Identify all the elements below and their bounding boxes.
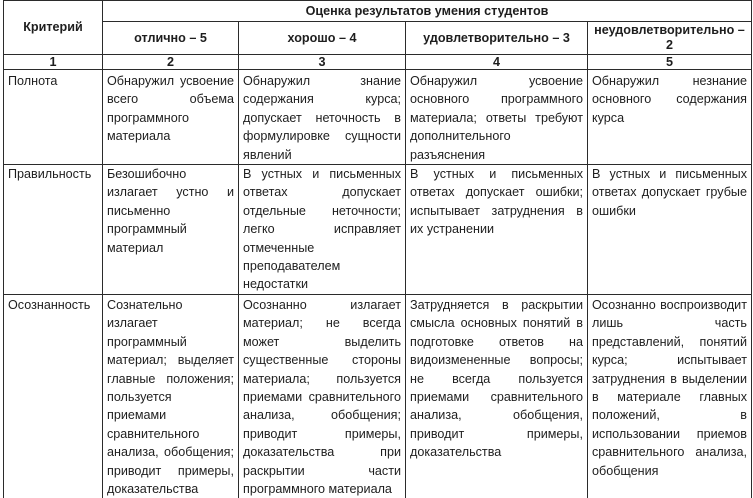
table-cell: Обнаружил усвоение основного программного материала; ответы требуют дополнительного разъяснения [406, 70, 588, 165]
table-cell: В устных и письменных ответах допускает ошибки; испытывает затруднения в их устранении [406, 165, 588, 295]
table-cell: Обнаружил незнание основного содержания курса [588, 70, 752, 165]
page [3, 0, 751, 496]
column-number: 5 [588, 55, 752, 70]
criterion-cell: Осознанность [4, 294, 103, 498]
header-grade-unsatisfactory: неудовлетворительно – 2 [588, 22, 752, 55]
assessment-table [3, 0, 752, 498]
header-criterion: Критерий [4, 1, 103, 55]
table-cell: Обнаружил знание содержания курса; допускает неточность в формулировке сущности явлений [239, 70, 406, 165]
table-cell: Осознанно воспроизводит лишь часть представлений, понятий курса; испытывает затруднения в выделении в материале главных положений, в использовании приемов сравнительного анализа, обобщения [588, 294, 752, 498]
header-grade-excellent: отлично – 5 [103, 22, 239, 55]
column-number: 3 [239, 55, 406, 70]
table-cell: Осознанно излагает материал; не всегда может выделить существенные стороны материала; пользуется приемами сравнительного анализа, обобщения; приводит примеры, доказательства при раскрытии части программного материала [239, 294, 406, 498]
criterion-cell: Полнота [4, 70, 103, 165]
header-grade-satisfactory: удовлетворительно – 3 [406, 22, 588, 55]
column-number: 4 [406, 55, 588, 70]
column-number: 1 [4, 55, 103, 70]
criterion-cell: Правильность [4, 165, 103, 295]
table-cell: В устных и письменных ответах допускает грубые ошибки [588, 165, 752, 295]
table-cell: Обнаружил усвоение всего объема программного материала [103, 70, 239, 165]
header-grade-good: хорошо – 4 [239, 22, 406, 55]
table-cell: Сознательно излагает программный материал; выделяет главные положения; пользуется приемами сравнительного анализа, обобщения; приводит примеры, доказательства [103, 294, 239, 498]
table-cell: В устных и письменных ответах допускает отдельные неточности; легко исправляет отмеченные преподавателем недостатки [239, 165, 406, 295]
table-row [4, 70, 752, 165]
column-number: 2 [103, 55, 239, 70]
table-cell: Безошибочно излагает устно и письменно программный материал [103, 165, 239, 295]
table-cell: Затрудняется в раскрытии смысла основных понятий в подготовке ответов на видоизмененные вопросы; не всегда пользуется приемами сравнительного анализа, обобщения, приводит примеры, доказательства [406, 294, 588, 498]
table-row [4, 294, 752, 498]
table-row [4, 165, 752, 295]
header-group: Оценка результатов умения студентов [103, 1, 752, 22]
